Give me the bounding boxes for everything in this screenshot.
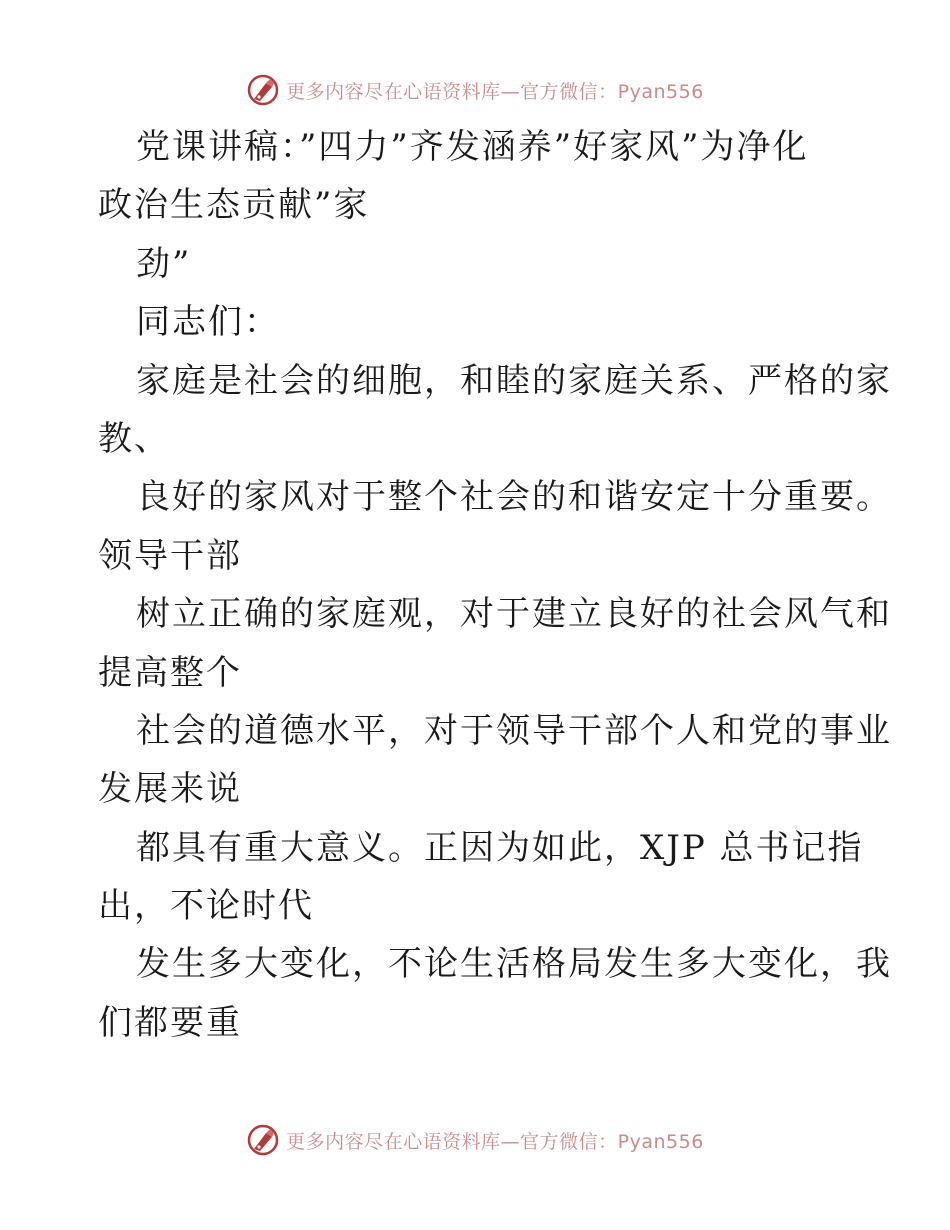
document-line: 们都要重 bbox=[98, 1002, 242, 1043]
document-line: 树立正确的家庭观，对于建立良好的社会风气和 bbox=[136, 594, 892, 635]
pen-nib-logo-icon bbox=[246, 73, 280, 107]
document-body bbox=[98, 118, 892, 1052]
document-line: 都具有重大意义。正因为如此，XJP 总书记指 bbox=[136, 827, 864, 868]
document-line: 良好的家风对于整个社会的和谐安定十分重要。 bbox=[136, 477, 892, 518]
document-line: 同志们： bbox=[136, 302, 280, 343]
header-watermark-text: 更多内容尽在心语资料库—官方微信：Pyan556 bbox=[286, 80, 704, 103]
footer-watermark-text: 更多内容尽在心语资料库—官方微信：Pyan556 bbox=[286, 1130, 704, 1153]
document-line: 提高整个 bbox=[98, 652, 242, 693]
document-line: 发生多大变化，不论生活格局发生多大变化，我 bbox=[136, 944, 892, 985]
document-line: 社会的道德水平，对于领导干部个人和党的事业 bbox=[136, 710, 892, 751]
document-line: 发展来说 bbox=[98, 769, 242, 810]
document-line: 家庭是社会的细胞，和睦的家庭关系、严格的家 bbox=[136, 360, 892, 401]
document-line: 教、 bbox=[98, 418, 170, 459]
header-watermark-banner bbox=[0, 70, 950, 110]
document-line: 出，不论时代 bbox=[98, 886, 314, 927]
document-line: 政治生态贡献”家 bbox=[98, 185, 370, 226]
document-line: 领导干部 bbox=[98, 535, 242, 576]
pen-nib-logo-icon bbox=[246, 1123, 280, 1157]
footer-watermark-banner bbox=[0, 1120, 950, 1160]
document-line: 党课讲稿：”四力”齐发涵养”好家风”为净化 bbox=[136, 127, 809, 167]
document-line: 劲” bbox=[136, 243, 192, 284]
